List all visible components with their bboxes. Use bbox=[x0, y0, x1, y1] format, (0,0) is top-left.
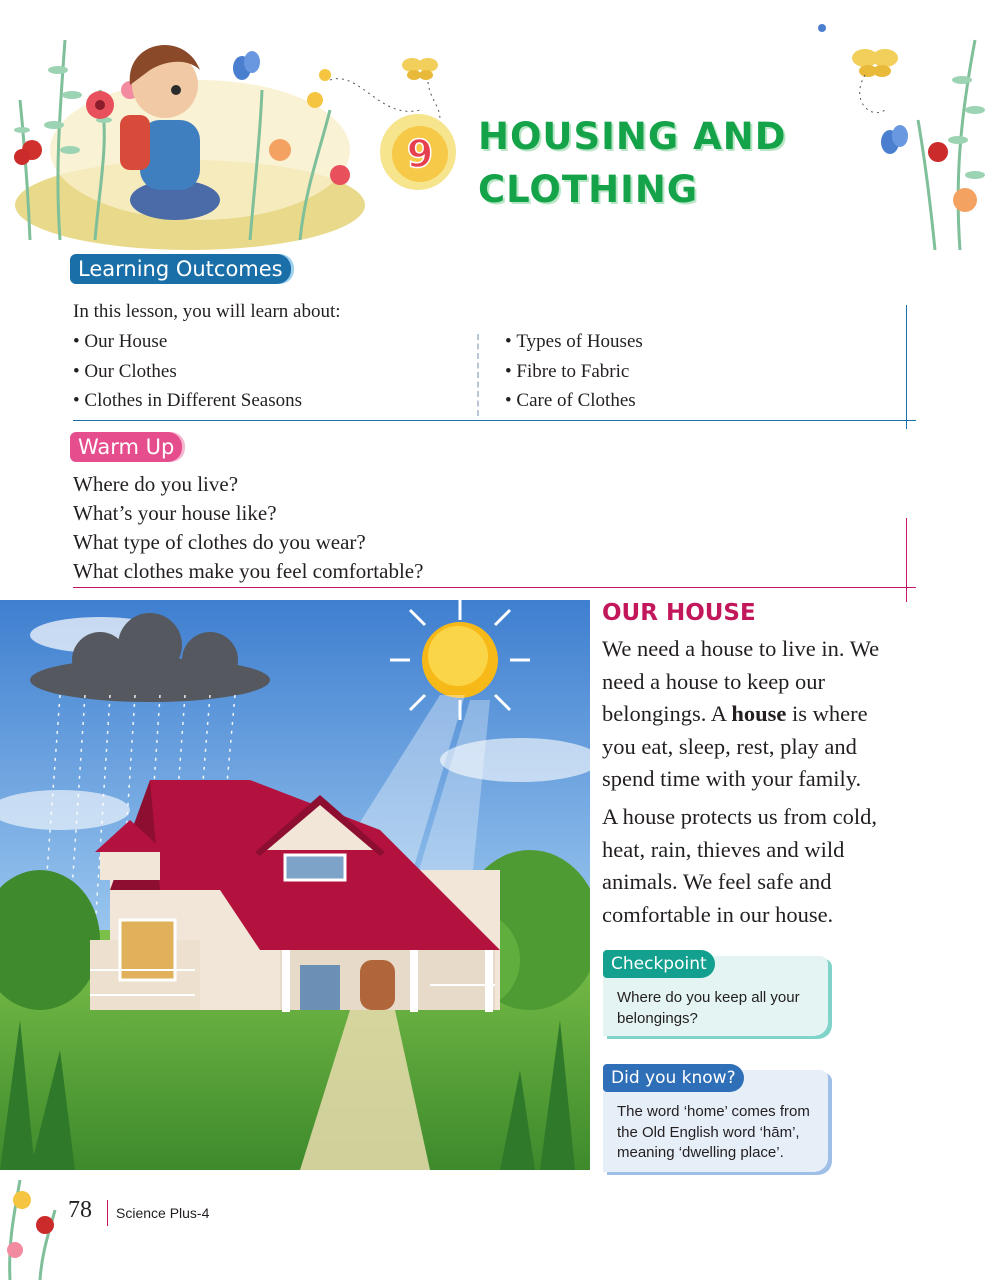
chapter-title-line1: HOUSING AND bbox=[478, 115, 787, 158]
checkpoint-tag: Checkpoint bbox=[603, 950, 715, 978]
warm-up-questions bbox=[73, 470, 423, 586]
learning-outcomes-intro: In this lesson, you will learn about: bbox=[73, 301, 341, 322]
learning-outcomes-right-list bbox=[505, 327, 643, 416]
paragraph-text: We need a house to live in. We need a house to keep our belongings. A bbox=[602, 636, 880, 726]
keyword-house: house bbox=[731, 701, 787, 726]
learning-outcomes-left-list bbox=[73, 327, 302, 416]
warm-up-divider bbox=[73, 587, 916, 588]
chapter-title bbox=[478, 110, 786, 216]
checkpoint-box bbox=[603, 956, 828, 1036]
warm-up-side-rule bbox=[906, 518, 907, 602]
list-item: • Fibre to Fabric bbox=[505, 357, 643, 387]
corner-flower-decoration bbox=[0, 1170, 70, 1280]
house-illustration bbox=[0, 600, 590, 1170]
warm-up-question: What type of clothes do you wear? bbox=[73, 530, 366, 554]
warm-up-question: What clothes make you feel comfortable? bbox=[73, 559, 424, 583]
checkpoint-text: Where do you keep all your belongings? bbox=[617, 989, 800, 1027]
paragraph-text: is where you eat, sleep, rest, play and spend time with your family. bbox=[602, 701, 868, 791]
list-item: • Our Clothes bbox=[73, 357, 302, 387]
chapter-number: 9 bbox=[406, 132, 434, 176]
list-item: • Types of Houses bbox=[505, 327, 643, 357]
list-item: • Clothes in Different Seasons bbox=[73, 386, 302, 416]
list-item: • Our House bbox=[73, 327, 302, 357]
page-number: 78 bbox=[68, 1197, 92, 1223]
warm-up-question: What’s your house like? bbox=[73, 501, 277, 525]
list-item: • Care of Clothes bbox=[505, 386, 643, 416]
book-name: Science Plus-4 bbox=[116, 1205, 210, 1221]
did-you-know-box bbox=[603, 1070, 828, 1172]
our-house-paragraph-1 bbox=[602, 633, 902, 796]
warm-up-question: Where do you live? bbox=[73, 472, 239, 496]
our-house-heading: OUR HOUSE bbox=[602, 600, 756, 626]
footer-separator bbox=[107, 1200, 108, 1226]
chapter-title-line2: CLOTHING bbox=[478, 168, 699, 211]
learning-outcomes-side-rule bbox=[906, 305, 907, 429]
column-divider bbox=[477, 334, 479, 416]
did-you-know-tag: Did you know? bbox=[603, 1064, 744, 1092]
learning-outcomes-tag: Learning Outcomes bbox=[70, 254, 291, 284]
chapter-number-badge bbox=[378, 112, 458, 192]
our-house-paragraph-2: A house protects us from cold, heat, rain, thieves and wild animals. We feel safe and comfortable in our house. bbox=[602, 804, 877, 927]
did-you-know-text: The word ‘home’ comes from the Old English word ‘hām’, meaning ‘dwelling place’. bbox=[617, 1103, 810, 1161]
warm-up-tag: Warm Up bbox=[70, 432, 182, 462]
learning-outcomes-divider bbox=[73, 420, 916, 421]
